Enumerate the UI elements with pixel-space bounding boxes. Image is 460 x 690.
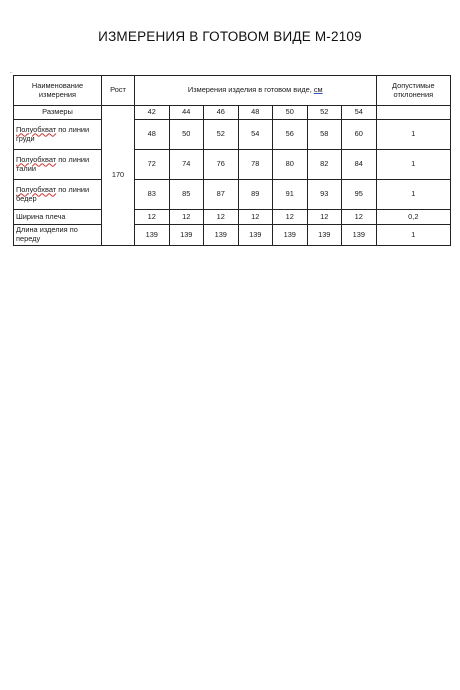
value-cell: 139 bbox=[238, 225, 273, 246]
value-cell: 84 bbox=[342, 150, 377, 180]
value-cell: 12 bbox=[273, 210, 308, 225]
table-row bbox=[14, 210, 451, 225]
value-cell: 139 bbox=[169, 225, 204, 246]
value-cell: 48 bbox=[135, 120, 170, 150]
header-height: Рост bbox=[102, 76, 135, 106]
value-cell: 12 bbox=[307, 210, 342, 225]
value-cell: 58 bbox=[307, 120, 342, 150]
value-cell: 83 bbox=[135, 180, 170, 210]
header-measurements-text: Измерения изделия в готовом виде, bbox=[187, 85, 314, 95]
value-cell: 50 bbox=[169, 120, 204, 150]
value-cell: 85 bbox=[169, 180, 204, 210]
value-cell: 56 bbox=[273, 120, 308, 150]
header-row bbox=[14, 76, 451, 106]
table-anchor-mark: ⌐ bbox=[10, 70, 13, 76]
value-cell: 12 bbox=[169, 210, 204, 225]
table-row bbox=[14, 225, 451, 246]
value-cell: 139 bbox=[135, 225, 170, 246]
value-cell: 89 bbox=[238, 180, 273, 210]
row-name: Полуобхват по линии груди bbox=[14, 120, 102, 150]
header-tolerance: Допустимые отклонения bbox=[376, 76, 451, 106]
tolerance-cell: 1 bbox=[376, 150, 451, 180]
size-cell: 44 bbox=[169, 106, 204, 120]
tolerance-cell: 1 bbox=[376, 180, 451, 210]
tolerance-cell: 1 bbox=[376, 120, 451, 150]
value-cell: 12 bbox=[204, 210, 239, 225]
size-cell: 46 bbox=[204, 106, 239, 120]
row-name: Длина изделия по переду bbox=[14, 225, 102, 246]
value-cell: 12 bbox=[342, 210, 377, 225]
value-cell: 12 bbox=[238, 210, 273, 225]
size-cell: 42 bbox=[135, 106, 170, 120]
table-row bbox=[14, 150, 451, 180]
value-cell: 76 bbox=[204, 150, 239, 180]
sizes-label: Размеры bbox=[14, 106, 102, 120]
size-cell: 52 bbox=[307, 106, 342, 120]
value-cell: 72 bbox=[135, 150, 170, 180]
row-name: Полуобхват по линии талии bbox=[14, 150, 102, 180]
header-measurements bbox=[135, 76, 377, 106]
header-measurement-name: Наименование измерения bbox=[14, 76, 102, 106]
tolerance-cell: 1 bbox=[376, 225, 451, 246]
size-cell: 48 bbox=[238, 106, 273, 120]
value-cell: 74 bbox=[169, 150, 204, 180]
header-measurements-unit: см bbox=[313, 85, 323, 95]
sizes-row bbox=[14, 106, 451, 120]
measurements-table bbox=[13, 75, 451, 246]
value-cell: 93 bbox=[307, 180, 342, 210]
table-row bbox=[14, 120, 451, 150]
value-cell: 95 bbox=[342, 180, 377, 210]
value-cell: 12 bbox=[135, 210, 170, 225]
document-title: ИЗМЕРЕНИЯ В ГОТОВОМ ВИДЕ М-2109 bbox=[98, 29, 362, 44]
sizes-tolerance-empty bbox=[376, 106, 451, 120]
value-cell: 139 bbox=[307, 225, 342, 246]
size-cell: 50 bbox=[273, 106, 308, 120]
value-cell: 60 bbox=[342, 120, 377, 150]
value-cell: 91 bbox=[273, 180, 308, 210]
height-value: 170 bbox=[102, 106, 135, 246]
value-cell: 139 bbox=[204, 225, 239, 246]
value-cell: 80 bbox=[273, 150, 308, 180]
value-cell: 82 bbox=[307, 150, 342, 180]
value-cell: 52 bbox=[204, 120, 239, 150]
value-cell: 87 bbox=[204, 180, 239, 210]
value-cell: 139 bbox=[273, 225, 308, 246]
size-cell: 54 bbox=[342, 106, 377, 120]
table-row bbox=[14, 180, 451, 210]
tolerance-cell: 0,2 bbox=[376, 210, 451, 225]
value-cell: 78 bbox=[238, 150, 273, 180]
value-cell: 54 bbox=[238, 120, 273, 150]
value-cell: 139 bbox=[342, 225, 377, 246]
row-name: Ширина плеча bbox=[14, 210, 102, 225]
row-name: Полуобхват по линии бедер bbox=[14, 180, 102, 210]
